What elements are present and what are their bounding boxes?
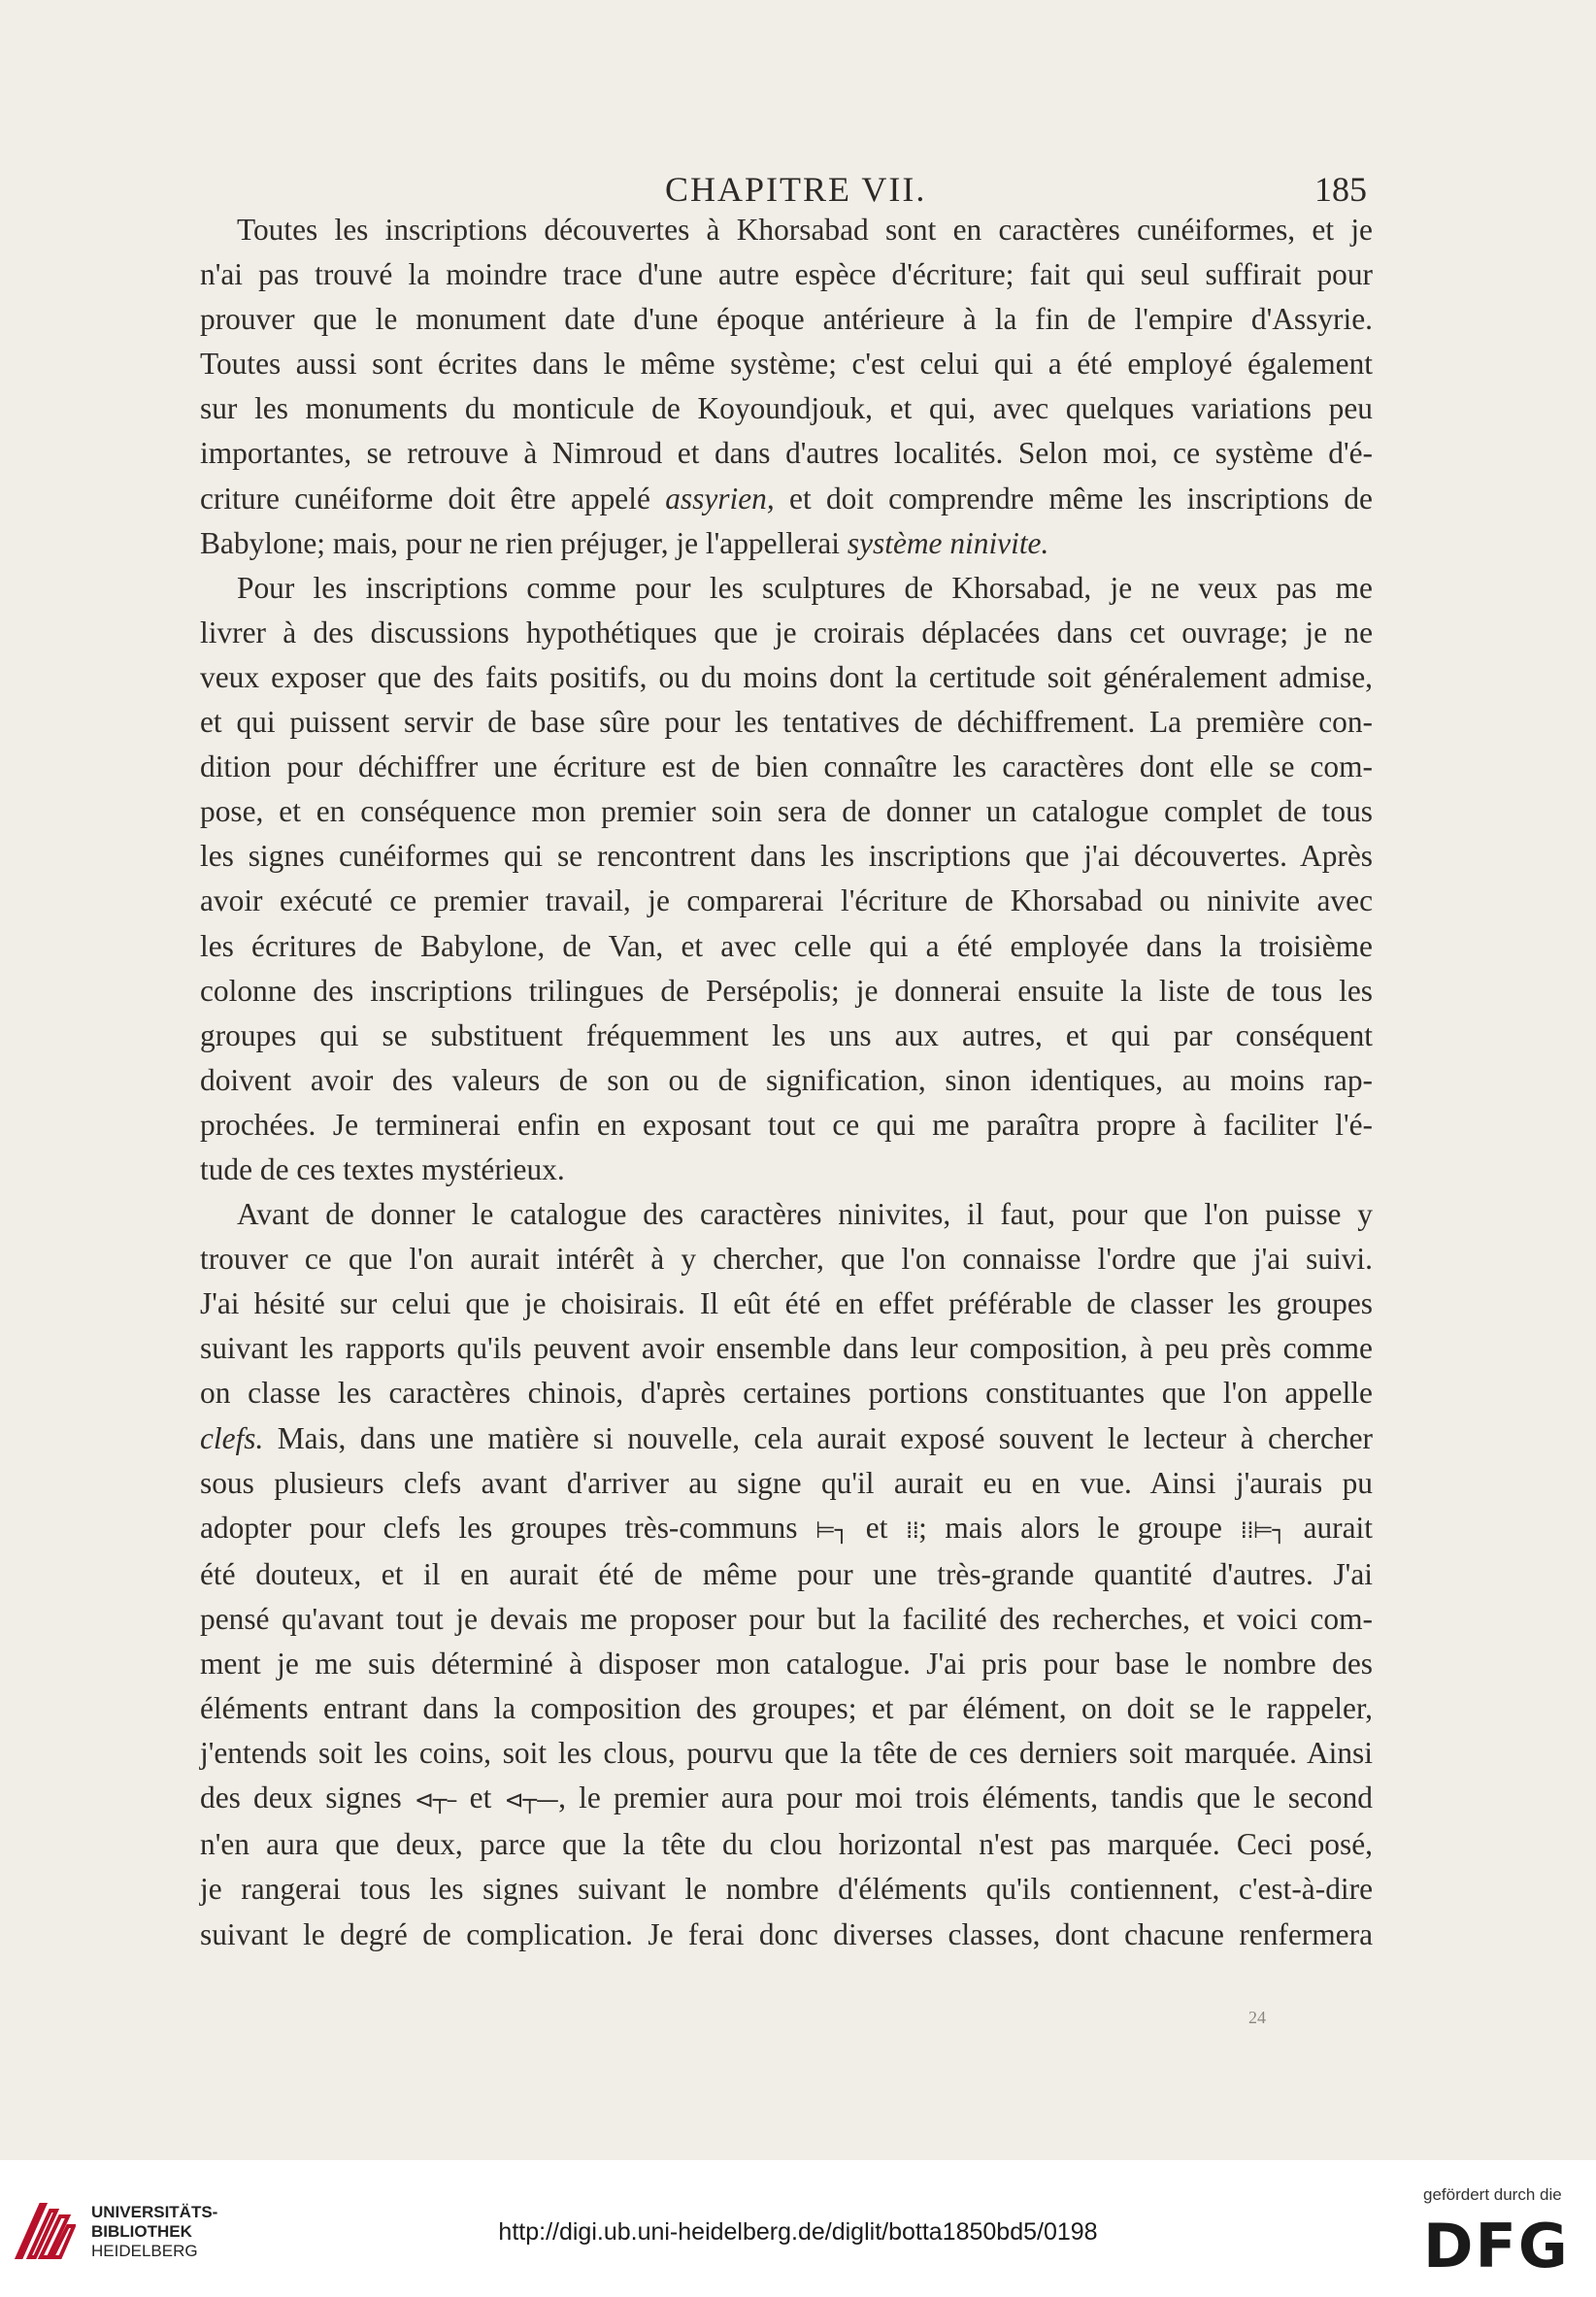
italic-term: assyrien, xyxy=(665,481,775,516)
library-name-line: HEIDELBERG xyxy=(91,2242,198,2260)
text-run: , le premier aura pour moi trois éléments, tandis que le second xyxy=(558,1781,1373,1815)
cuneiform-sign-icon: ⁞⁞ xyxy=(905,1515,919,1544)
cuneiform-sign-icon: ⊲┬— xyxy=(504,1786,559,1814)
funding-note: gefördert durch die xyxy=(1423,2185,1562,2204)
text-run: et xyxy=(848,1510,906,1545)
page-number: 185 xyxy=(1314,170,1367,209)
paragraph-3 xyxy=(200,1192,1373,1957)
text-line: dition pour déchiffrer une écriture est de bien connaître les caractères dont elle se com- xyxy=(200,749,1373,784)
text-line: les écritures de Babylone, de Van, et avec celle qui a été employée dans la troisième xyxy=(200,928,1373,963)
text-line: les signes cunéiformes qui se rencontrent dans les inscriptions que j'ai découvertes. Après xyxy=(200,839,1373,874)
library-name-line: BIBLIOTHEK xyxy=(91,2222,192,2241)
italic-term: clefs. xyxy=(200,1420,264,1455)
digitization-footer xyxy=(0,2160,1596,2297)
text-line xyxy=(200,1416,1373,1461)
cuneiform-sign-icon: ⁞⁞⊨┐ xyxy=(1240,1515,1286,1544)
text-line xyxy=(200,1776,1373,1822)
text-run: Babylone; mais, pour ne rien préjuger, je l'appellerai xyxy=(200,525,848,560)
text-line: veux exposer que des faits positifs, ou du moins dont la certitude soit généralement admise, xyxy=(200,659,1373,694)
signature-mark: 24 xyxy=(1248,2008,1266,2027)
text-run: criture cunéiforme doit être appelé xyxy=(200,481,666,516)
text-line: groupes qui se substituent fréquemment les uns aux autres, et qui par conséquent xyxy=(200,1017,1373,1052)
text-run: ; mais alors le groupe xyxy=(918,1510,1241,1545)
text-run: des deux signes xyxy=(200,1781,415,1815)
text-line: Avant de donner le catalogue des caractères ninivites, il faut, pour que l'on puisse y xyxy=(237,1197,1373,1232)
text-run: Mais, dans une matière si nouvelle, cela aurait exposé souvent le lecteur à chercher xyxy=(263,1420,1373,1455)
text-run: aurait xyxy=(1285,1510,1374,1545)
text-line: sur les monuments du monticule de Koyoundjouk, et qui, avec quelques variations peu xyxy=(200,391,1373,426)
text-line: pose, et en conséquence mon premier soin sera de donner un catalogue complet de tous xyxy=(200,794,1373,829)
text-line xyxy=(200,477,1373,521)
text-line: Toutes les inscriptions découvertes à Khorsabad sont en caractères cunéiformes, et je xyxy=(237,213,1373,247)
text-line: trouver ce que l'on aurait intérêt à y chercher, que l'on connaisse l'ordre que j'ai suivi. xyxy=(200,1242,1373,1277)
paragraph-2 xyxy=(200,566,1373,1192)
text-line: avoir exécuté ce premier travail, je comparerai l'écriture de Khorsabad ou ninivite avec xyxy=(200,883,1373,918)
body-text xyxy=(200,208,1373,1957)
cuneiform-sign-icon: ⊨┐ xyxy=(815,1515,848,1544)
text-line: colonne des inscriptions trilingues de Persépolis; je donnerai ensuite la liste de tous les xyxy=(200,973,1373,1008)
text-line: et qui puissent servir de base sûre pour les tentatives de déchiffrement. La première con- xyxy=(200,705,1373,740)
chapter-heading: CHAPITRE VII. xyxy=(665,170,927,209)
text-line: n'ai pas trouvé la moindre trace d'une autre espèce d'écriture; fait qui seul suffirait pour xyxy=(200,257,1373,292)
paragraph-1 xyxy=(200,208,1373,566)
text-line: ment je me suis déterminé à disposer mon catalogue. J'ai pris pour base le nombre des xyxy=(200,1647,1373,1681)
text-line: j'entends soit les coins, soit les clous, pourvu que la tête de ces derniers soit marquée. Ainsi xyxy=(200,1736,1373,1771)
text-line: doivent avoir des valeurs de son ou de signification, sinon identiques, au moins rap- xyxy=(200,1062,1373,1097)
italic-term: système ninivite. xyxy=(847,525,1049,560)
text-line: livrer à des discussions hypothétiques que je croirais déplacées dans cet ouvrage; je ne xyxy=(200,615,1373,649)
text-line: suivant les rapports qu'ils peuvent avoir ensemble dans leur composition, à peu près comme xyxy=(200,1331,1373,1366)
text-line: on classe les caractères chinois, d'après certaines portions constituantes que l'on appelle xyxy=(200,1376,1373,1411)
text-line: pensé qu'avant tout je devais me proposer pour but la facilité des recherches, et voici com- xyxy=(200,1601,1373,1636)
text-line: tude de ces textes mystérieux. xyxy=(200,1151,565,1186)
text-line: J'ai hésité sur celui que je choisirais. Il eût été en effet préférable de classer les groupes xyxy=(200,1286,1373,1321)
text-line: été douteux, et il en aurait été de même pour une très-grande quantité d'autres. J'ai xyxy=(200,1556,1373,1591)
library-name-line: UNIVERSITÄTS- xyxy=(91,2203,218,2221)
cuneiform-sign-icon: ⊲┬– xyxy=(414,1786,457,1814)
text-line: prouver que le monument date d'une époque antérieure à la fin de l'empire d'Assyrie. xyxy=(200,302,1373,337)
dfg-logo: DFG xyxy=(1423,2211,1570,2281)
text-line: suivant le degré de complication. Je ferai donc diverses classes, dont chacune renfermera xyxy=(200,1916,1373,1951)
text-run: et doit comprendre même les inscriptions de xyxy=(774,481,1373,516)
text-line: je rangerai tous les signes suivant le nombre d'éléments qu'ils contiennent, c'est-à-dire xyxy=(200,1872,1373,1907)
permalink[interactable]: http://digi.ub.uni-heidelberg.de/diglit/botta1850bd5/0198 xyxy=(498,2218,1098,2246)
text-line xyxy=(200,521,1373,566)
text-run: adopter pour clefs les groupes très-communs xyxy=(200,1510,815,1545)
text-line: importantes, se retrouve à Nimroud et dans d'autres localités. Selon moi, ce système d'é- xyxy=(200,436,1373,471)
text-line: éléments entrant dans la composition des groupes; et par élément, on doit se le rappeler, xyxy=(200,1691,1373,1726)
text-line: sous plusieurs clefs avant d'arriver au signe qu'il aurait eu en vue. Ainsi j'aurais pu xyxy=(200,1465,1373,1500)
text-run: et xyxy=(456,1781,505,1815)
text-line: prochées. Je terminerai enfin en exposant tout ce qui me paraîtra propre à faciliter l'é- xyxy=(200,1107,1373,1142)
text-line: Pour les inscriptions comme pour les sculptures de Khorsabad, je ne veux pas me xyxy=(237,570,1373,605)
text-line xyxy=(200,1506,1373,1552)
text-line: n'en aura que deux, parce que la tête du clou horizontal n'est pas marquée. Ceci posé, xyxy=(200,1827,1373,1862)
text-line: Toutes aussi sont écrites dans le même système; c'est celui qui a été employé également xyxy=(200,347,1373,382)
